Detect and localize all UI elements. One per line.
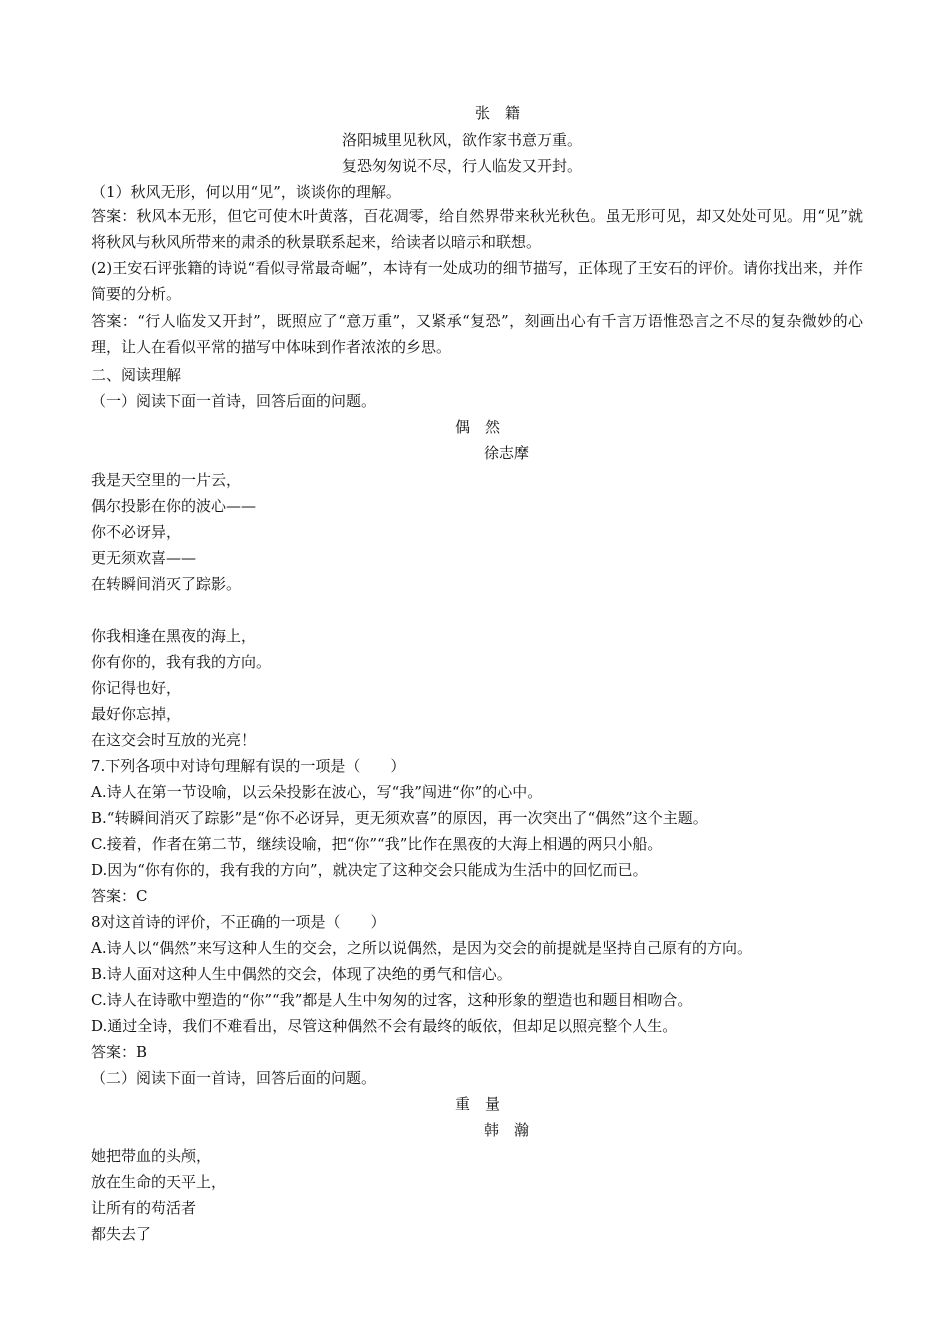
q1-question: （1）秋风无形，何以用“见”，谈谈你的理解。: [91, 183, 401, 201]
poem3-line: 她把带血的头颅，: [91, 1147, 212, 1165]
poem3-line: 放在生命的天平上，: [91, 1173, 227, 1191]
poem2-author: 徐志摩: [484, 444, 530, 462]
poem1-line-1: 洛阳城里见秋风，欲作家书意万重。: [342, 131, 583, 149]
q8-option-c: C.诗人在诗歌中塑造的“你”“我”都是人生中匆匆的过客，这种形象的塑造也和题目相吻合。: [91, 991, 693, 1009]
poem2-stanza1-line: 我是天空里的一片云，: [91, 471, 242, 489]
poem3-line: 都失去了: [91, 1225, 152, 1243]
q7-option-d: D.因为“你有你的，我有我的方向”，就决定了这种交会只能成为生活中的回忆而已。: [91, 861, 648, 879]
section2-part1-intro: （一）阅读下面一首诗，回答后面的问题。: [91, 392, 377, 410]
poem2-stanza2-line: 你我相逢在黑夜的海上，: [91, 627, 257, 645]
poem3-author: 韩 瀚: [484, 1121, 530, 1139]
poem2-title: 偶 然: [455, 418, 501, 436]
q7-question: 7.下列各项中对诗句理解有误的一项是（ ）: [91, 757, 406, 775]
poem2-stanza2-line: 你有你的，我有我的方向。: [91, 653, 272, 671]
q8-option-b: B.诗人面对这种人生中偶然的交会，体现了决绝的勇气和信心。: [91, 965, 512, 983]
part2-intro: （二）阅读下面一首诗，回答后面的问题。: [91, 1069, 377, 1087]
poem1-author: 张 籍: [475, 104, 521, 122]
q8-question: 8对这首诗的评价，不正确的一项是（ ）: [91, 913, 386, 931]
poem2-stanza2-line: 在这交会时互放的光亮！: [91, 731, 257, 749]
q7-option-b: B.“转瞬间消灭了踪影”是“你不必讶异，更无须欢喜”的原因，再一次突出了“偶然”这个主题。: [91, 809, 708, 827]
poem2-stanza1-line: 在转瞬间消灭了踪影。: [91, 575, 242, 593]
poem3-line: 让所有的苟活者: [91, 1199, 197, 1217]
poem3-title: 重 量: [455, 1095, 501, 1113]
q2-answer: 答案：“行人临发又开封”，既照应了“意万重”，又紧承“复恐”，刻画出心有千言万语惟恐言之不尽的复杂微妙的心理，让人在看似平常的描写中体味到作者浓浓的乡思。: [91, 312, 863, 356]
section2-heading: 二、阅读理解: [91, 366, 182, 384]
q8-option-d: D.通过全诗，我们不难看出，尽管这种偶然不会有最终的皈依，但却足以照亮整个人生。: [91, 1017, 678, 1035]
q7-answer: 答案：C: [91, 887, 148, 905]
poem2-stanza1-line: 偶尔投影在你的波心——: [91, 497, 257, 515]
q8-answer: 答案：B: [91, 1043, 148, 1061]
q7-option-c: C.接着，作者在第二节，继续设喻，把“你”“我”比作在黑夜的大海上相遇的两只小船。: [91, 835, 663, 853]
poem2-stanza1-line: 你不必讶异，: [91, 523, 182, 541]
poem1-line-2: 复恐匆匆说不尽，行人临发又开封。: [342, 157, 583, 175]
q1-answer: 答案：秋风本无形，但它可使木叶黄落，百花凋零，给自然界带来秋光秋色。虽无形可见，却又处处可见。用“见”就将秋风与秋风所带来的肃杀的秋景联系起来，给读者以暗示和联想。: [91, 207, 863, 251]
q8-option-a: A.诗人以“偶然”来写这种人生的交会，之所以说偶然，是因为交会的前提就是坚持自己原有的方向。: [91, 939, 752, 957]
poem2-stanza1-line: 更无须欢喜——: [91, 549, 197, 567]
poem2-stanza2-line: 最好你忘掉，: [91, 705, 182, 723]
q7-option-a: A.诗人在第一节设喻，以云朵投影在波心，写“我”闯进“你”的心中。: [91, 783, 543, 801]
q2-question: (2)王安石评张籍的诗说“看似寻常最奇崛”，本诗有一处成功的细节描写，正体现了王安石的评价。请你找出来，并作简要的分析。: [91, 259, 863, 303]
poem2-stanza2-line: 你记得也好，: [91, 679, 182, 697]
